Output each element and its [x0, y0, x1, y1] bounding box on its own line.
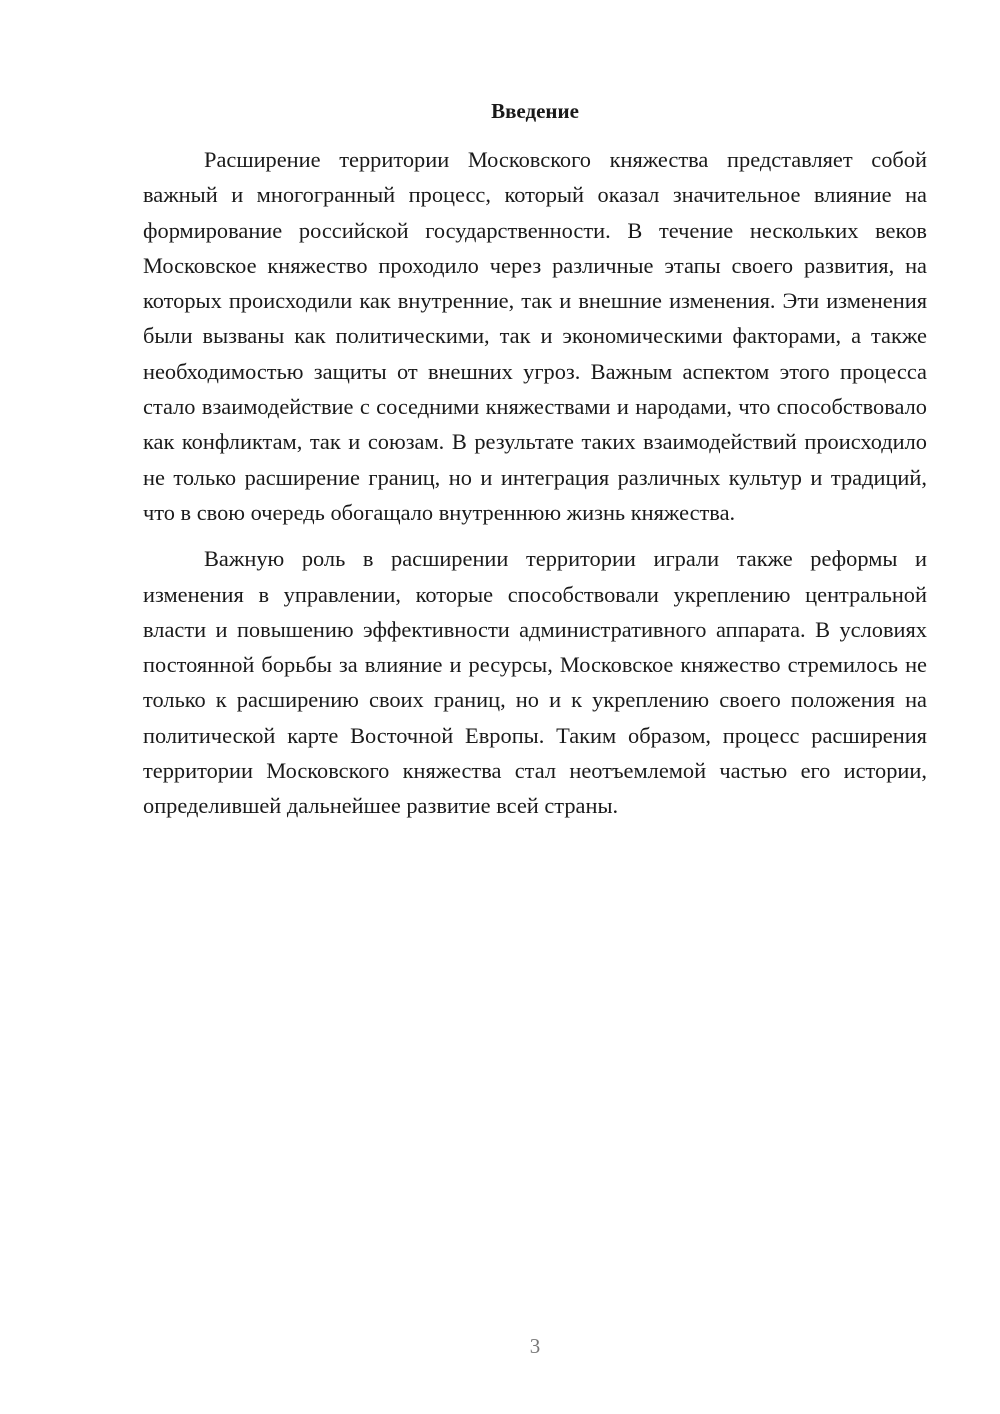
section-heading: Введение [491, 99, 579, 123]
paragraph-2: Важную роль в расширении территории играли также реформы и изменения в управлении, которые способствовали укреплению центральной власти и повышению эффективности административного аппарата. В условиях постоянной борьбы за влияние и ресурсы, Московское княжество стремилось не только к расширению своих границ, но и к укреплению своего положения на политической карте Восточной Европы. Таким образом, процесс расширения территории Московского княжества стал неотъемлемой частью его истории, определившей дальнейшее развитие всей страны. [143, 546, 927, 819]
page-number: 3 [529, 1334, 541, 1358]
paragraph-1: Расширение территории Московского княжества представляет собой важный и многогранный процесс, который оказал значительное влияние на формирование российской государственности. В течение нескольких веков Московское княжество проходило через различные этапы своего развития, на которых происходили как внутренние, так и внешние изменения. Эти изменения были вызваны как политическими, так и экономическими факторами, а также необходимостью защиты от внешних угроз. Важным аспектом этого процесса стало взаимодействие с соседними княжествами и народами, что способствовало как конфликтам, так и союзам. В результате таких взаимодействий происходило не только расширение границ, но и интеграция различных культур и традиций, что в свою очередь обогащало внутреннюю жизнь княжества. [143, 147, 927, 525]
body-text [143, 142, 927, 824]
